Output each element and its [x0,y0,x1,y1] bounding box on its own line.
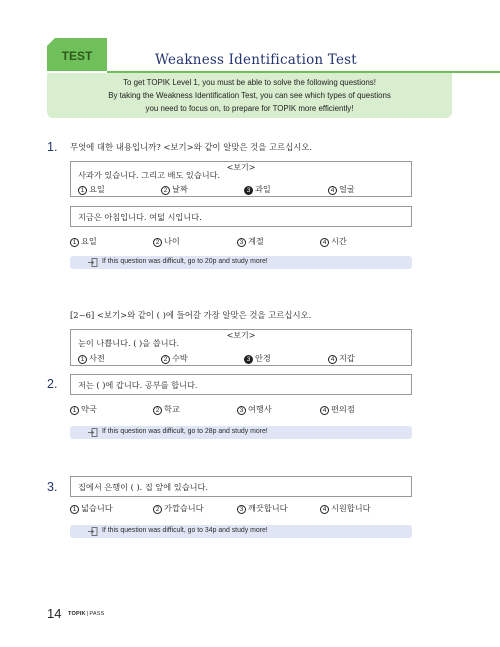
answer-option[interactable]: 3 계절 [237,236,264,247]
hint-text: If this question was difficult, go to 28p and study more! [102,428,268,435]
example-option: 1 요일 [78,184,105,195]
page-title: Weakness Identification Test [155,52,357,68]
intro-line: By taking the Weakness Identification Test, you can see which types of questions [108,91,391,100]
answer-option[interactable]: 4 시원합니다 [320,503,371,514]
question-text: 저는 ( )에 갑니다. 공부를 합니다. [78,380,198,390]
example-box [70,329,412,366]
answer-option[interactable]: 1 넓습니다 [70,503,113,514]
example-option: 2 수박 [161,353,188,364]
study-hint [70,426,412,439]
question-instruction: 무엇에 대한 내용입니까? <보기>와 같이 알맞은 것을 고르십시오. [70,142,313,152]
question-number: 2. [47,377,58,391]
example-box [70,161,412,197]
test-tab-label: TEST [61,49,93,63]
question-box [70,374,412,395]
example-sentence: 사과가 있습니다. 그리고 배도 있습니다. [78,170,221,180]
answer-option[interactable]: 2 학교 [153,404,180,415]
answer-option[interactable]: 1 약국 [70,404,97,415]
answer-option[interactable]: 4 편의점 [320,404,355,415]
study-hint [70,525,412,538]
example-label: <보기> [71,323,411,342]
hint-text: If this question was difficult, go to 34p and study more! [102,527,268,534]
page-number: 14 [47,606,62,621]
question-box [70,206,412,227]
answer-option[interactable]: 3 깨끗합니다 [237,503,288,514]
example-label: <보기> [71,155,411,174]
question-text: 지금은 아침입니다. 여덟 시입니다. [78,212,202,222]
question-text: 집에서 은행이 ( ). 집 앞에 있습니다. [78,482,209,492]
example-option-selected: 3 과일 [244,184,271,195]
answer-option[interactable]: 2 가깝습니다 [153,503,204,514]
answer-option[interactable]: 1 요일 [70,236,97,247]
answer-option[interactable]: 4 시간 [320,236,347,247]
go-to-page-icon [88,527,98,536]
hint-text: If this question was difficult, go to 20p and study more! [102,258,268,265]
test-tab [47,38,107,70]
question-instruction: [2~6] <보기>와 같이 ( )에 들어갈 가장 알맞은 것을 고르십시오. [70,310,312,320]
intro-line: you need to focus on, to prepare for TOPIK more efficiently! [145,104,354,113]
intro-line: To get TOPIK Level 1, you must be able to solve the following questions! [123,78,376,87]
example-option: 4 얼굴 [328,184,355,195]
example-sentence: 눈이 나쁩니다. ( )을 씁니다. [78,338,180,348]
go-to-page-icon [88,428,98,437]
go-to-page-icon [88,258,98,267]
question-number: 3. [47,480,58,494]
intro-box [47,73,452,118]
example-option: 1 사전 [78,353,105,364]
answer-option[interactable]: 3 여행사 [237,404,272,415]
question-box [70,476,412,497]
question-number: 1. [47,140,58,154]
example-option: 4 지갑 [328,353,355,364]
study-hint [70,256,412,269]
example-option: 2 날짜 [161,184,188,195]
example-option-selected: 3 안경 [244,353,271,364]
footer-book-title: TOPIK|PASS [68,611,105,617]
answer-option[interactable]: 2 나이 [153,236,180,247]
